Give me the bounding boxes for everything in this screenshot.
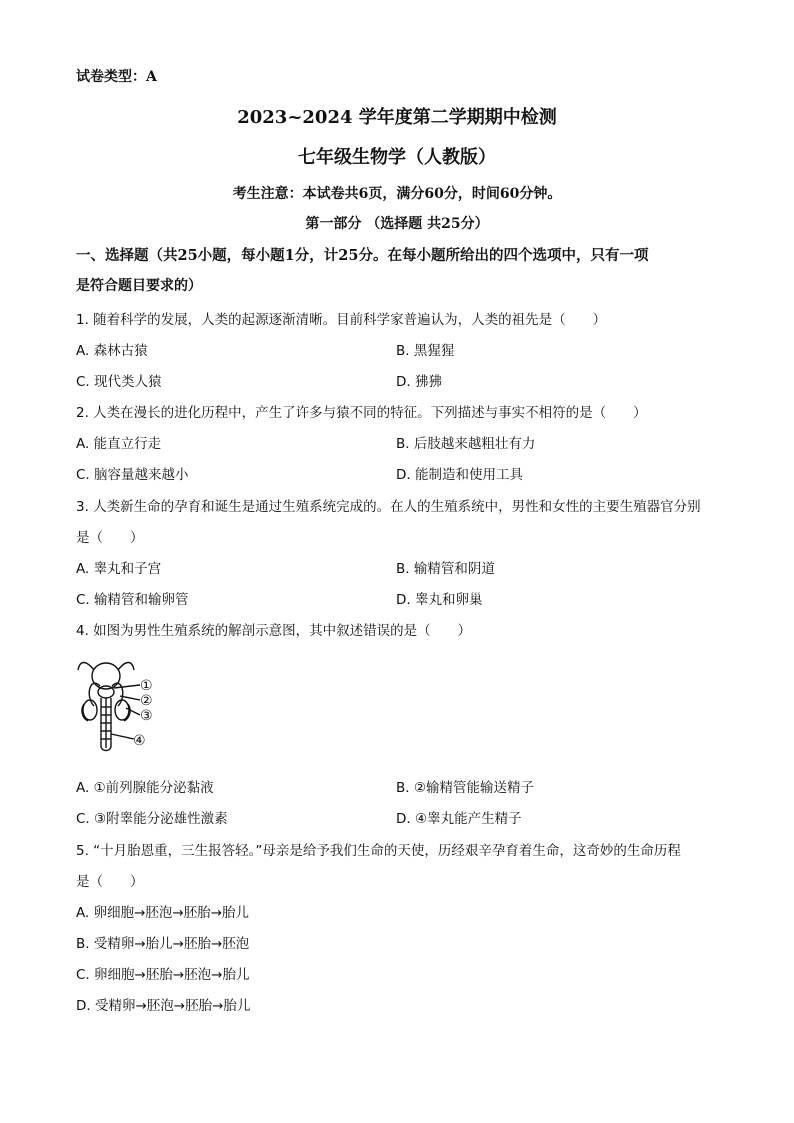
question-1-stem: 1. 随着科学的发展，人类的起源逐渐清晰。目前科学家普遍认为，人类的祖先是（ ） — [76, 312, 607, 328]
figure-label-4: ④ — [133, 733, 146, 749]
question-4-option-b[interactable]: B. ②输精管能输送精子 — [396, 780, 534, 796]
question-5-option-d[interactable]: D. 受精卵→胚泡→胚胎→胎儿 — [76, 998, 251, 1014]
question-5-option-b[interactable]: B. 受精卵→胎儿→胚胎→胚泡 — [76, 936, 250, 952]
question-5-stem-cont: 是（ ） — [76, 874, 144, 890]
exam-notice: 考生注意：本试卷共6页，满分60分，时间60分钟。 — [232, 186, 562, 202]
question-2-option-c[interactable]: C. 脑容量越来越小 — [76, 467, 189, 483]
figure-label-1: ① — [140, 678, 153, 694]
section-instructions-line2: 是符合题目要求的） — [76, 278, 202, 294]
section-instructions-line1: 一、选择题（共25小题，每小题1分，计25分。在每小题所给出的四个选项中，只有一项 — [76, 247, 649, 264]
question-3-option-d[interactable]: D. 睾丸和卵巢 — [396, 592, 483, 608]
question-5-option-c[interactable]: C. 卵细胞→胚胎→胚泡→胎儿 — [76, 967, 250, 983]
question-4-option-c[interactable]: C. ③附睾能分泌雄性激素 — [76, 811, 228, 827]
male-reproductive-system-diagram — [76, 652, 166, 762]
question-3-stem: 3. 人类新生命的孕育和诞生是通过生殖系统完成的。在人的生殖系统中，男性和女性的主要生殖器官分别 — [76, 499, 701, 515]
exam-subtitle: 七年级生物学（人教版） — [298, 147, 496, 168]
question-3-option-b[interactable]: B. 输精管和阴道 — [396, 561, 495, 577]
paper-type: 试卷类型：A — [76, 69, 157, 85]
question-5-stem: 5. “十月胎恩重，三生报答轻。”母亲是给予我们生命的天使，历经艰辛孕育着生命，这奇妙的生命历程 — [76, 843, 681, 859]
question-2-option-d[interactable]: D. 能制造和使用工具 — [396, 467, 523, 483]
question-3-option-c[interactable]: C. 输精管和输卵管 — [76, 592, 189, 608]
question-4-option-d[interactable]: D. ④睾丸能产生精子 — [396, 811, 522, 827]
exam-title: 2023~2024 学年度第二学期期中检测 — [237, 107, 557, 128]
question-3-option-a[interactable]: A. 睾丸和子宫 — [76, 561, 162, 577]
question-1-option-c[interactable]: C. 现代类人猿 — [76, 374, 162, 390]
question-4-option-a[interactable]: A. ①前列腺能分泌黏液 — [76, 780, 214, 796]
question-1-option-b[interactable]: B. 黑猩猩 — [396, 343, 455, 359]
question-2-stem: 2. 人类在漫长的进化历程中，产生了许多与猿不同的特征。下列描述与事实不相符的是（ ） — [76, 405, 647, 421]
question-2-option-b[interactable]: B. 后肢越来越粗壮有力 — [396, 436, 536, 452]
figure-label-3: ③ — [140, 708, 153, 724]
question-1-option-a[interactable]: A. 森林古猿 — [76, 343, 148, 359]
question-1-option-d[interactable]: D. 狒狒 — [396, 374, 442, 390]
question-3-stem-cont: 是（ ） — [76, 530, 144, 546]
question-2-option-a[interactable]: A. 能直立行走 — [76, 436, 162, 452]
part-heading: 第一部分 （选择题 共25分） — [305, 216, 489, 232]
figure-label-2: ② — [140, 693, 153, 709]
question-5-option-a[interactable]: A. 卵细胞→胚泡→胚胎→胎儿 — [76, 905, 250, 921]
question-4-stem: 4. 如图为男性生殖系统的解剖示意图，其中叙述错误的是（ ） — [76, 623, 472, 639]
